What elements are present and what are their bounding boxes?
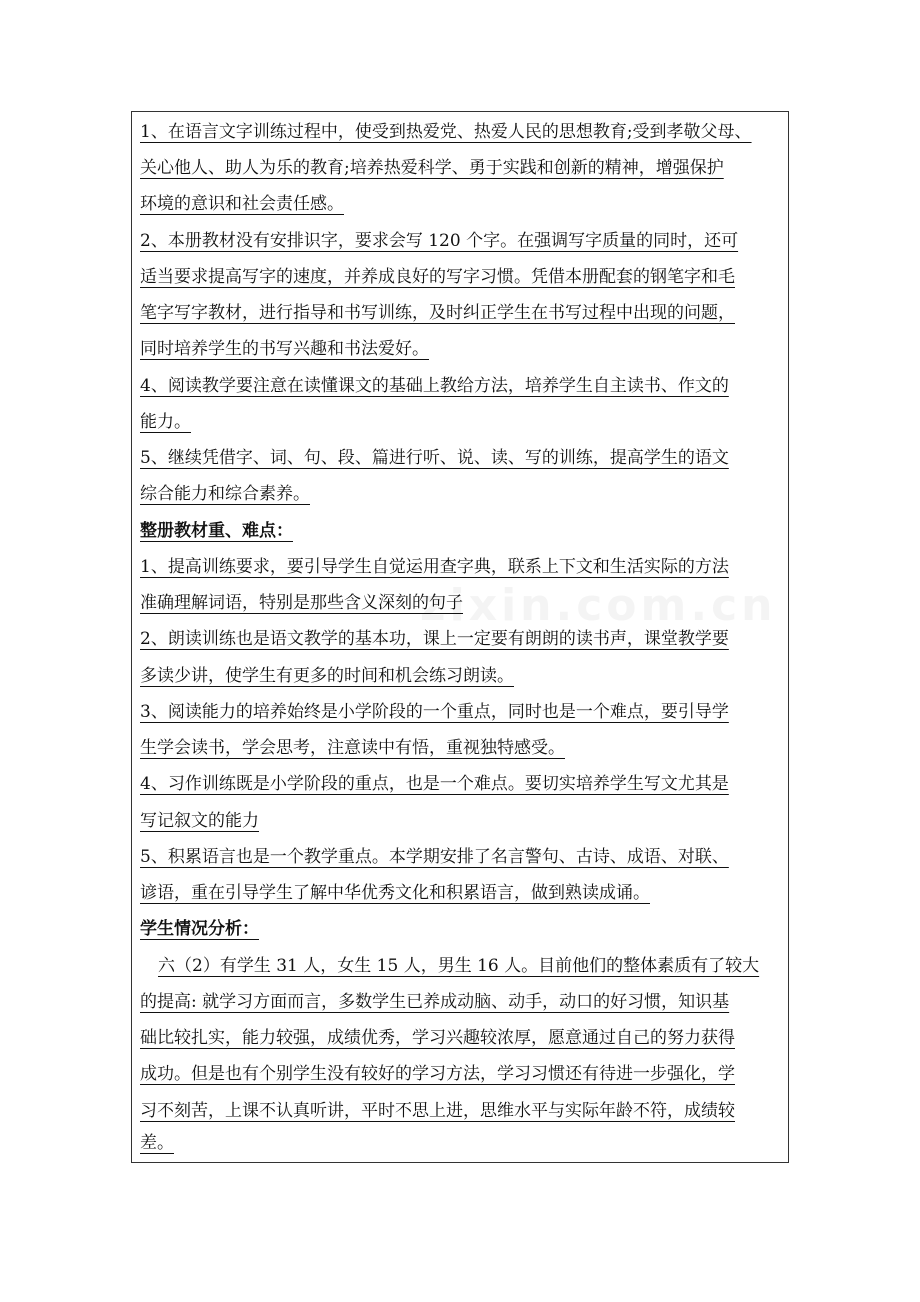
- key-point-line: 生学会读书，学会思考，注意读中有悟，重视独特感受。: [140, 738, 565, 758]
- goal-line: 5、继续凭借字、词、句、段、篇进行听、说、读、写的训练，提高学生的语文: [140, 448, 729, 468]
- key-point-line: 5、积累语言也是一个教学重点。本学期安排了名言警句、古诗、成语、对联、: [140, 847, 729, 867]
- goal-line: 笔字写字教材，进行指导和书写训练，及时纠正学生在书写过程中出现的问题，: [140, 303, 735, 323]
- key-point-line: 谚语，重在引导学生了解中华优秀文化和积累语言，做到熟读成诵。: [140, 883, 650, 903]
- goal-line: 环境的意识和社会责任感。: [140, 194, 344, 214]
- student-analysis-line: 的提高: 就学习方面而言，多数学生已养成动脑、动手，动口的好习惯，知识基: [140, 992, 730, 1012]
- student-analysis-line: 差。: [140, 1133, 174, 1153]
- key-point-line: 多读少讲，使学生有更多的时间和机会练习朗读。: [140, 666, 514, 686]
- key-point-line: 3、阅读能力的培养始终是小学阶段的一个重点，同时也是一个难点，要引导学: [140, 702, 729, 722]
- key-point-line: 2、朗读训练也是语文教学的基本功，课上一定要有朗朗的读书声，课堂教学要: [140, 629, 729, 649]
- section-heading-key-points: 整册教材重、难点：: [140, 521, 293, 541]
- key-point-line: 准确理解词语，特别是那些含义深刻的句子: [140, 593, 463, 613]
- goal-line: 适当要求提高写字的速度，并养成良好的写字习惯。凭借本册配套的钢笔字和毛: [140, 267, 735, 287]
- goal-line: 同时培养学生的书写兴趣和书法爱好。: [140, 339, 429, 359]
- student-analysis-line: 成功。但是也有个别学生没有较好的学习方法，学习习惯还有待进一步强化，学: [140, 1064, 735, 1084]
- goal-line: 能力。: [140, 412, 191, 432]
- key-point-line: 写记叙文的能力: [140, 811, 259, 831]
- watermark: zixin.com.cn: [420, 580, 777, 631]
- goal-line: 1、在语言文字训练过程中，使受到热爱党、热爱人民的思想教育;受到孝敬父母、: [140, 122, 752, 142]
- student-analysis-line: 六（2）有学生 31 人，女生 15 人，男生 16 人。目前他们的整体素质有了较大: [158, 956, 760, 976]
- goal-line: 关心他人、助人为乐的教育;培养热爱科学、勇于实践和创新的精神，增强保护: [140, 158, 724, 178]
- key-point-line: 4、习作训练既是小学阶段的重点，也是一个难点。要切实培养学生写文尤其是: [140, 774, 729, 794]
- student-analysis-line: 习不刻苦，上课不认真听讲，平时不思上进，思维水平与实际年龄不符，成绩较: [140, 1101, 735, 1121]
- student-analysis-line: 础比较扎实，能力较强，成绩优秀，学习兴趣较浓厚，愿意通过自己的努力获得: [140, 1028, 735, 1048]
- key-point-line: 1、提高训练要求，要引导学生自觉运用查字典，联系上下文和生活实际的方法: [140, 557, 729, 577]
- section-heading-student-analysis: 学生情况分析：: [140, 919, 259, 939]
- goal-line: 4、阅读教学要注意在读懂课文的基础上教给方法，培养学生自主读书、作文的: [140, 376, 729, 396]
- goal-line: 2、本册教材没有安排识字，要求会写 120 个字。在强调写字质量的同时，还可: [140, 231, 739, 251]
- goal-line: 综合能力和综合素养。: [140, 484, 310, 504]
